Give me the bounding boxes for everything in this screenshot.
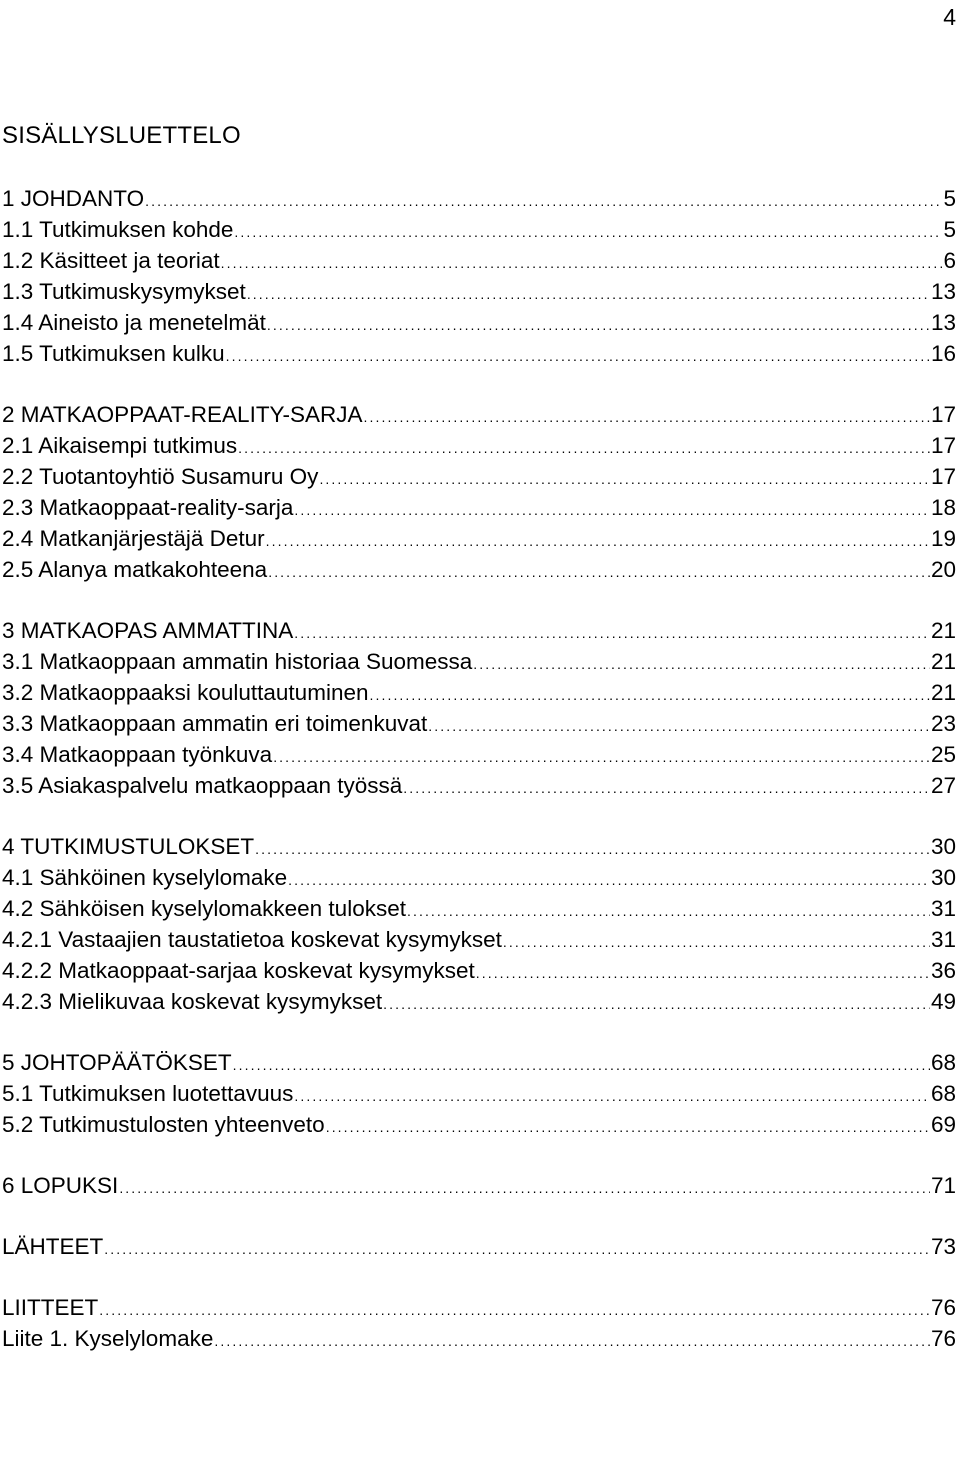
- toc-entry-title: 2.5 Alanya matkakohteena: [2, 557, 268, 582]
- toc-entry-title: 3.5 Asiakaspalvelu matkaoppaan työssä: [2, 773, 403, 798]
- toc-entry-page: 6: [943, 248, 956, 273]
- toc-section-group: [2, 831, 956, 1017]
- toc-entry[interactable]: [2, 523, 956, 554]
- toc-entry-title: 4.2.1 Vastaajien taustatietoa koskevat kysymykset: [2, 927, 502, 952]
- toc-entry-page: 76: [930, 1326, 956, 1351]
- toc-dot-leader: [288, 865, 930, 896]
- toc-entry-title: 2.1 Aikaisempi tutkimus: [2, 433, 238, 458]
- toc-entry-page: 23: [930, 711, 956, 736]
- toc-dot-leader: [294, 1081, 930, 1112]
- toc-entry-title: 1 JOHDANTO: [2, 186, 145, 211]
- toc-entry[interactable]: [2, 1078, 956, 1109]
- toc-dot-leader: [234, 217, 942, 248]
- toc-entry[interactable]: [2, 1231, 956, 1262]
- toc-entry-page: 21: [930, 649, 956, 674]
- toc-dot-leader: [319, 464, 930, 495]
- toc-entry-page: 27: [930, 773, 956, 798]
- toc-entry-page: 68: [930, 1050, 956, 1075]
- toc-entry-title: 4.1 Sähköinen kyselylomake: [2, 865, 288, 890]
- toc-entry-title: 4.2 Sähköisen kyselylomakkeen tulokset: [2, 896, 406, 921]
- toc-entry-page: 5: [943, 217, 956, 242]
- toc-dot-leader: [476, 958, 930, 989]
- toc-entry-title: Liite 1. Kyselylomake: [2, 1326, 214, 1351]
- toc-entry-page: 13: [930, 279, 956, 304]
- toc-entry-title: 2.3 Matkaoppaat-reality-sarja: [2, 495, 294, 520]
- toc-dot-leader: [369, 680, 929, 711]
- toc-dot-leader: [383, 989, 930, 1020]
- toc-entry[interactable]: [2, 646, 956, 677]
- toc-entry[interactable]: [2, 708, 956, 739]
- toc-entry-page: 16: [930, 341, 956, 366]
- toc-dot-leader: [104, 1234, 930, 1265]
- toc-dot-leader: [226, 341, 930, 372]
- toc-dot-leader: [294, 495, 930, 526]
- toc-section-group: [2, 183, 956, 369]
- toc-entry-title: 6 LOPUKSI: [2, 1173, 119, 1198]
- toc-entry-title: LIITTEET: [2, 1295, 99, 1320]
- toc-entry-page: 17: [930, 402, 956, 427]
- toc-entry[interactable]: [2, 245, 956, 276]
- toc-dot-leader: [99, 1295, 930, 1326]
- toc-entry[interactable]: [2, 955, 956, 986]
- table-of-contents: [2, 183, 956, 1354]
- toc-entry[interactable]: [2, 430, 956, 461]
- toc-heading: SISÄLLYSLUETTELO: [2, 122, 241, 149]
- toc-entry-page: 71: [930, 1173, 956, 1198]
- toc-entry[interactable]: [2, 183, 956, 214]
- toc-dot-leader: [503, 927, 930, 958]
- toc-entry[interactable]: [2, 615, 956, 646]
- toc-entry-title: 1.2 Käsitteet ja teoriat: [2, 248, 220, 273]
- toc-entry-page: 17: [930, 433, 956, 458]
- toc-entry[interactable]: [2, 739, 956, 770]
- toc-entry-title: 5.2 Tutkimustulosten yhteenveto: [2, 1112, 325, 1137]
- toc-entry[interactable]: [2, 554, 956, 585]
- toc-dot-leader: [119, 1173, 930, 1204]
- toc-entry-page: 49: [930, 989, 956, 1014]
- toc-entry-page: 76: [930, 1295, 956, 1320]
- toc-dot-leader: [403, 773, 930, 804]
- toc-entry-title: 3.3 Matkaoppaan ammatin eri toimenkuvat: [2, 711, 428, 736]
- toc-dot-leader: [255, 834, 930, 865]
- toc-entry[interactable]: [2, 399, 956, 430]
- toc-section-group: [2, 1047, 956, 1140]
- toc-section-group: [2, 1231, 956, 1262]
- toc-dot-leader: [268, 557, 930, 588]
- toc-entry[interactable]: [2, 893, 956, 924]
- toc-dot-leader: [247, 279, 930, 310]
- toc-entry[interactable]: [2, 1047, 956, 1078]
- toc-section-group: [2, 1170, 956, 1201]
- toc-entry[interactable]: [2, 492, 956, 523]
- toc-dot-leader: [364, 402, 930, 433]
- toc-dot-leader: [267, 310, 930, 341]
- toc-dot-leader: [473, 649, 930, 680]
- toc-entry-page: 30: [930, 834, 956, 859]
- toc-entry-title: 5.1 Tutkimuksen luotettavuus: [2, 1081, 294, 1106]
- toc-entry-page: 13: [930, 310, 956, 335]
- toc-entry[interactable]: [2, 461, 956, 492]
- toc-dot-leader: [221, 248, 943, 279]
- toc-entry[interactable]: [2, 1292, 956, 1323]
- toc-entry[interactable]: [2, 677, 956, 708]
- toc-entry-title: 1.5 Tutkimuksen kulku: [2, 341, 225, 366]
- toc-section-group: [2, 615, 956, 801]
- toc-entry-title: 2 MATKAOPPAAT-REALITY-SARJA: [2, 402, 363, 427]
- toc-entry[interactable]: [2, 1170, 956, 1201]
- toc-entry-page: 68: [930, 1081, 956, 1106]
- toc-entry-title: 1.3 Tutkimuskysymykset: [2, 279, 246, 304]
- toc-entry-page: 18: [930, 495, 956, 520]
- toc-entry[interactable]: [2, 338, 956, 369]
- toc-entry-page: 25: [930, 742, 956, 767]
- toc-entry-page: 73: [930, 1234, 956, 1259]
- toc-dot-leader: [145, 186, 942, 217]
- toc-entry[interactable]: [2, 1323, 956, 1354]
- toc-dot-leader: [238, 433, 930, 464]
- toc-entry-title: 3.4 Matkaoppaan työnkuva: [2, 742, 273, 767]
- toc-dot-leader: [214, 1326, 930, 1357]
- toc-dot-leader: [428, 711, 930, 742]
- toc-section-group: [2, 1292, 956, 1354]
- toc-entry-title: 1.1 Tutkimuksen kohde: [2, 217, 234, 242]
- toc-dot-leader: [407, 896, 930, 927]
- page-number: 4: [943, 4, 956, 30]
- toc-entry[interactable]: [2, 214, 956, 245]
- toc-entry[interactable]: [2, 307, 956, 338]
- toc-entry-page: 30: [930, 865, 956, 890]
- toc-entry-page: 5: [943, 186, 956, 211]
- toc-entry-page: 31: [930, 927, 956, 952]
- toc-entry-page: 36: [930, 958, 956, 983]
- toc-entry-title: 2.4 Matkanjärjestäjä Detur: [2, 526, 265, 551]
- toc-entry-page: 21: [930, 618, 956, 643]
- toc-entry[interactable]: [2, 770, 956, 801]
- toc-entry[interactable]: [2, 986, 956, 1017]
- toc-entry-title: 4 TUTKIMUSTULOKSET: [2, 834, 255, 859]
- toc-entry-page: 31: [930, 896, 956, 921]
- toc-entry[interactable]: [2, 862, 956, 893]
- toc-entry-title: 3.2 Matkaoppaaksi kouluttautuminen: [2, 680, 369, 705]
- toc-entry-title: 3.1 Matkaoppaan ammatin historiaa Suomessa: [2, 649, 473, 674]
- toc-entry-title: 2.2 Tuotantoyhtiö Susamuru Oy: [2, 464, 319, 489]
- toc-section-group: [2, 399, 956, 585]
- toc-dot-leader: [326, 1112, 930, 1143]
- toc-dot-leader: [273, 742, 930, 773]
- toc-entry-page: 20: [930, 557, 956, 582]
- toc-entry[interactable]: [2, 1109, 956, 1140]
- toc-dot-leader: [294, 618, 930, 649]
- toc-dot-leader: [266, 526, 930, 557]
- toc-dot-leader: [233, 1050, 930, 1081]
- toc-entry[interactable]: [2, 924, 956, 955]
- toc-entry-title: 5 JOHTOPÄÄTÖKSET: [2, 1050, 232, 1075]
- toc-entry-title: 3 MATKAOPAS AMMATTINA: [2, 618, 294, 643]
- toc-entry-title: 4.2.2 Matkaoppaat-sarjaa koskevat kysymykset: [2, 958, 475, 983]
- toc-entry[interactable]: [2, 831, 956, 862]
- toc-entry[interactable]: [2, 276, 956, 307]
- toc-entry-page: 19: [930, 526, 956, 551]
- toc-entry-title: 1.4 Aineisto ja menetelmät: [2, 310, 266, 335]
- toc-entry-page: 17: [930, 464, 956, 489]
- toc-entry-title: 4.2.3 Mielikuvaa koskevat kysymykset: [2, 989, 383, 1014]
- toc-entry-page: 69: [930, 1112, 956, 1137]
- toc-entry-page: 21: [930, 680, 956, 705]
- toc-entry-title: LÄHTEET: [2, 1234, 104, 1259]
